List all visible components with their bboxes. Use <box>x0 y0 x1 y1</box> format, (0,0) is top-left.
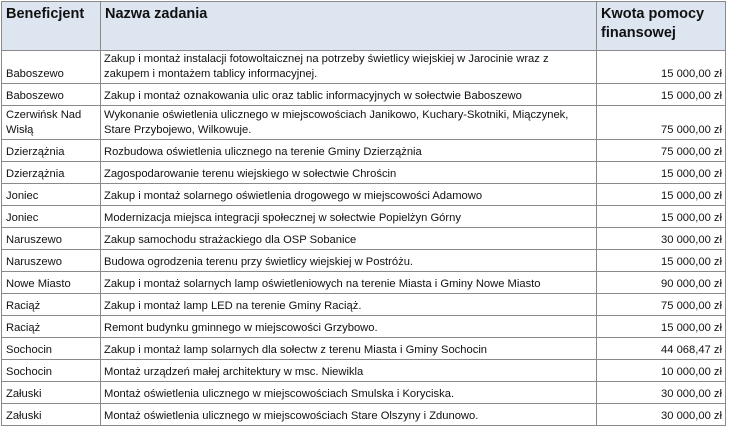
table-row <box>2 140 726 162</box>
cell-task: Zagospodarowanie terenu wiejskiego w sołectwie Chrościn <box>101 162 597 184</box>
cell-task: Zakup samochodu strażackiego dla OSP Sobanice <box>101 228 597 250</box>
header-amount: Kwota pomocy finansowej <box>597 2 726 51</box>
table-body <box>2 51 726 426</box>
cell-amount: 15 000,00 zł <box>597 184 726 206</box>
table-row <box>2 404 726 426</box>
cell-amount: 75 000,00 zł <box>597 106 726 140</box>
table-row <box>2 206 726 228</box>
cell-beneficiary: Raciąż <box>2 294 101 316</box>
cell-amount: 30 000,00 zł <box>597 228 726 250</box>
cell-beneficiary: Załuski <box>2 382 101 404</box>
header-beneficiary: Beneficjent <box>2 2 101 51</box>
cell-task: Montaż oświetlenia ulicznego w miejscowościach Stare Olszyny i Zdunowo. <box>101 404 597 426</box>
cell-amount: 15 000,00 zł <box>597 250 726 272</box>
cell-task: Zakup i montaż solarnych lamp oświetleniowych na terenie Miasta i Gminy Nowe Miasto <box>101 272 597 294</box>
cell-task: Zakup i montaż lamp LED na terenie Gminy Raciąż. <box>101 294 597 316</box>
table-row <box>2 316 726 338</box>
cell-amount: 30 000,00 zł <box>597 404 726 426</box>
cell-beneficiary: Naruszewo <box>2 250 101 272</box>
cell-task: Budowa ogrodzenia terenu przy świetlicy wiejskiej w Postróżu. <box>101 250 597 272</box>
table-row <box>2 162 726 184</box>
cell-task: Zakup i montaż instalacji fotowoltaicznej na potrzeby świetlicy wiejskiej w Jarocinie wraz z zakupem i montażem tablicy informacyjnej. <box>101 51 597 84</box>
cell-beneficiary: Joniec <box>2 206 101 228</box>
cell-beneficiary: Baboszewo <box>2 84 101 106</box>
table-row <box>2 51 726 84</box>
header-row <box>2 2 726 51</box>
table-header <box>2 2 726 51</box>
cell-beneficiary: Dzierzążnia <box>2 162 101 184</box>
table-row <box>2 250 726 272</box>
cell-amount: 75 000,00 zł <box>597 294 726 316</box>
table-row <box>2 382 726 404</box>
table-row <box>2 294 726 316</box>
table-row <box>2 106 726 140</box>
cell-amount: 15 000,00 zł <box>597 206 726 228</box>
table-row <box>2 272 726 294</box>
grants-table <box>1 1 726 426</box>
table-row <box>2 184 726 206</box>
cell-amount: 30 000,00 zł <box>597 382 726 404</box>
cell-amount: 10 000,00 zł <box>597 360 726 382</box>
cell-task: Modernizacja miejsca integracji społecznej w sołectwie Popielżyn Górny <box>101 206 597 228</box>
cell-task: Zakup i montaż lamp solarnych dla sołectw z terenu Miasta i Gminy Sochocin <box>101 338 597 360</box>
header-task-name: Nazwa zadania <box>101 2 597 51</box>
cell-beneficiary: Nowe Miasto <box>2 272 101 294</box>
cell-beneficiary: Sochocin <box>2 338 101 360</box>
cell-beneficiary: Sochocin <box>2 360 101 382</box>
table-row <box>2 228 726 250</box>
table-row <box>2 84 726 106</box>
cell-beneficiary: Załuski <box>2 404 101 426</box>
cell-task: Remont budynku gminnego w miejscowości Grzybowo. <box>101 316 597 338</box>
cell-beneficiary: Dzierzążnia <box>2 140 101 162</box>
cell-beneficiary: Czerwińsk Nad Wisłą <box>2 106 101 140</box>
cell-task: Wykonanie oświetlenia ulicznego w miejscowościach Janikowo, Kuchary-Skotniki, Miączynek, Stare Przybojewo, Wilkowuje. <box>101 106 597 140</box>
cell-amount: 75 000,00 zł <box>597 140 726 162</box>
table-row <box>2 360 726 382</box>
cell-task: Zakup i montaż oznakowania ulic oraz tablic informacyjnych w sołectwie Baboszewo <box>101 84 597 106</box>
cell-beneficiary: Naruszewo <box>2 228 101 250</box>
table-row <box>2 338 726 360</box>
cell-amount: 15 000,00 zł <box>597 51 726 84</box>
cell-amount: 44 068,47 zł <box>597 338 726 360</box>
cell-task: Montaż urządzeń małej architektury w msc. Niewikla <box>101 360 597 382</box>
cell-task: Montaż oświetlenia ulicznego w miejscowościach Smulska i Koryciska. <box>101 382 597 404</box>
cell-amount: 90 000,00 zł <box>597 272 726 294</box>
cell-amount: 15 000,00 zł <box>597 316 726 338</box>
cell-beneficiary: Raciąż <box>2 316 101 338</box>
cell-task: Rozbudowa oświetlenia ulicznego na terenie Gminy Dzierzążnia <box>101 140 597 162</box>
cell-task: Zakup i montaż solarnego oświetlenia drogowego w miejscowości Adamowo <box>101 184 597 206</box>
cell-beneficiary: Baboszewo <box>2 51 101 84</box>
cell-amount: 15 000,00 zł <box>597 84 726 106</box>
cell-amount: 15 000,00 zł <box>597 162 726 184</box>
cell-beneficiary: Joniec <box>2 184 101 206</box>
